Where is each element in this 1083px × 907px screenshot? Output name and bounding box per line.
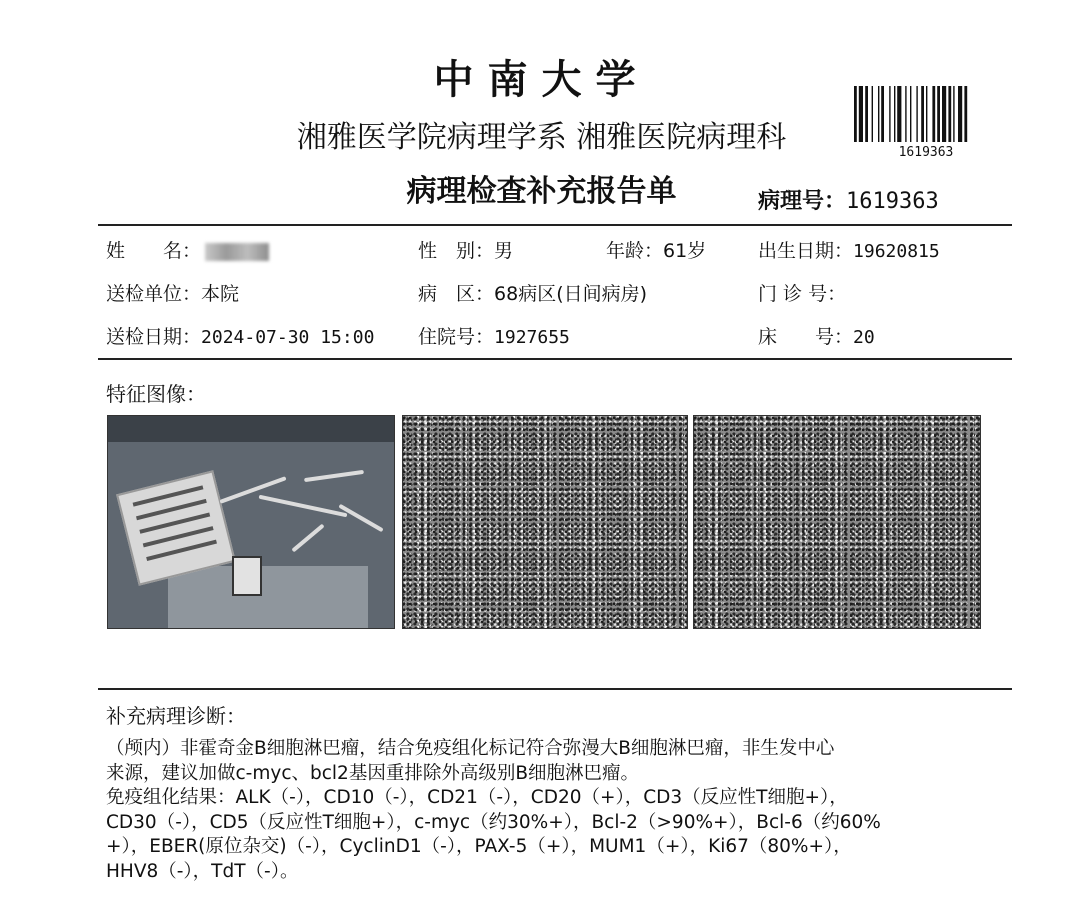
divider-bottom [98,688,1012,690]
date-label: 送检日期： [106,326,202,348]
age-field [606,236,706,263]
unit-field [106,279,239,306]
gender-label: 性 别： [418,240,495,262]
age-value: 61岁 [663,240,707,262]
gender-value: 男 [494,240,514,262]
images-label: 特征图像： [106,382,206,406]
gross-specimen-image [107,415,395,629]
diagnosis-line: 免疫组化结果：ALK（-），CD10（-），CD21（-），CD20（+），CD3（反应性T细胞+）， [106,787,848,808]
name-label: 姓 名： [106,240,202,262]
clinic-field [758,279,846,306]
unit-label: 送检单位： [106,283,202,305]
birth-field [758,236,940,263]
admit-label: 住院号： [418,326,495,348]
pathology-number-label: 病理号： [758,189,847,214]
diagnosis-line: CD30（-），CD5（反应性T细胞+），c-myc（约30%+），Bcl-2（>90%+），Bcl-6（约60% [106,811,881,833]
date-field [106,322,374,349]
university-name: 中南大学 [433,57,650,103]
ward-value: 68病区(日间病房) [494,283,648,305]
bed-value: 20 [853,327,875,348]
divider-top [98,224,1012,226]
age-label: 年龄： [606,240,664,262]
barcode-icon [854,86,998,142]
birth-label: 出生日期： [758,240,854,262]
diagnosis-line: HHV8（-），TdT（-）。 [106,860,299,882]
diagnosis-text [106,737,986,884]
ward-label: 病 区： [418,283,495,305]
pathology-number [758,184,939,215]
diagnosis-line: 来源，建议加做c-myc、bcl2基因重排除外高级别B细胞淋巴瘤。 [106,762,640,784]
barcode-number: 1619363 [898,145,954,160]
name-redacted [205,243,269,261]
divider-middle [98,358,1012,360]
report-title: 病理检查补充报告单 [406,174,677,209]
unit-value: 本院 [201,283,240,305]
bed-label: 床 号： [758,326,854,348]
birth-value: 19620815 [853,241,940,262]
ward-field [418,279,647,306]
admit-field [418,322,570,349]
clinic-label: 门 诊 号： [758,283,847,305]
histology-image-1 [402,415,688,629]
diagnosis-line: +），EBER(原位杂交)（-），CyclinD1（-），PAX-5（+），MUM1（+），Ki67（80%+）， [106,836,852,857]
bed-field [758,322,875,349]
admit-value: 1927655 [494,327,570,348]
date-value: 2024-07-30 15:00 [201,327,375,348]
department-name: 湘雅医学院病理学系 湘雅医院病理科 [296,120,787,155]
diagnosis-line: （颅内）非霍奇金B细胞淋巴瘤，结合免疫组化标记符合弥漫大B细胞淋巴瘤，非生发中心 [106,738,835,759]
pathology-number-value: 1619363 [846,189,939,214]
name-field [106,236,269,263]
gender-field [418,236,513,263]
histology-image-2 [693,415,981,629]
diagnosis-label: 补充病理诊断： [106,704,246,728]
